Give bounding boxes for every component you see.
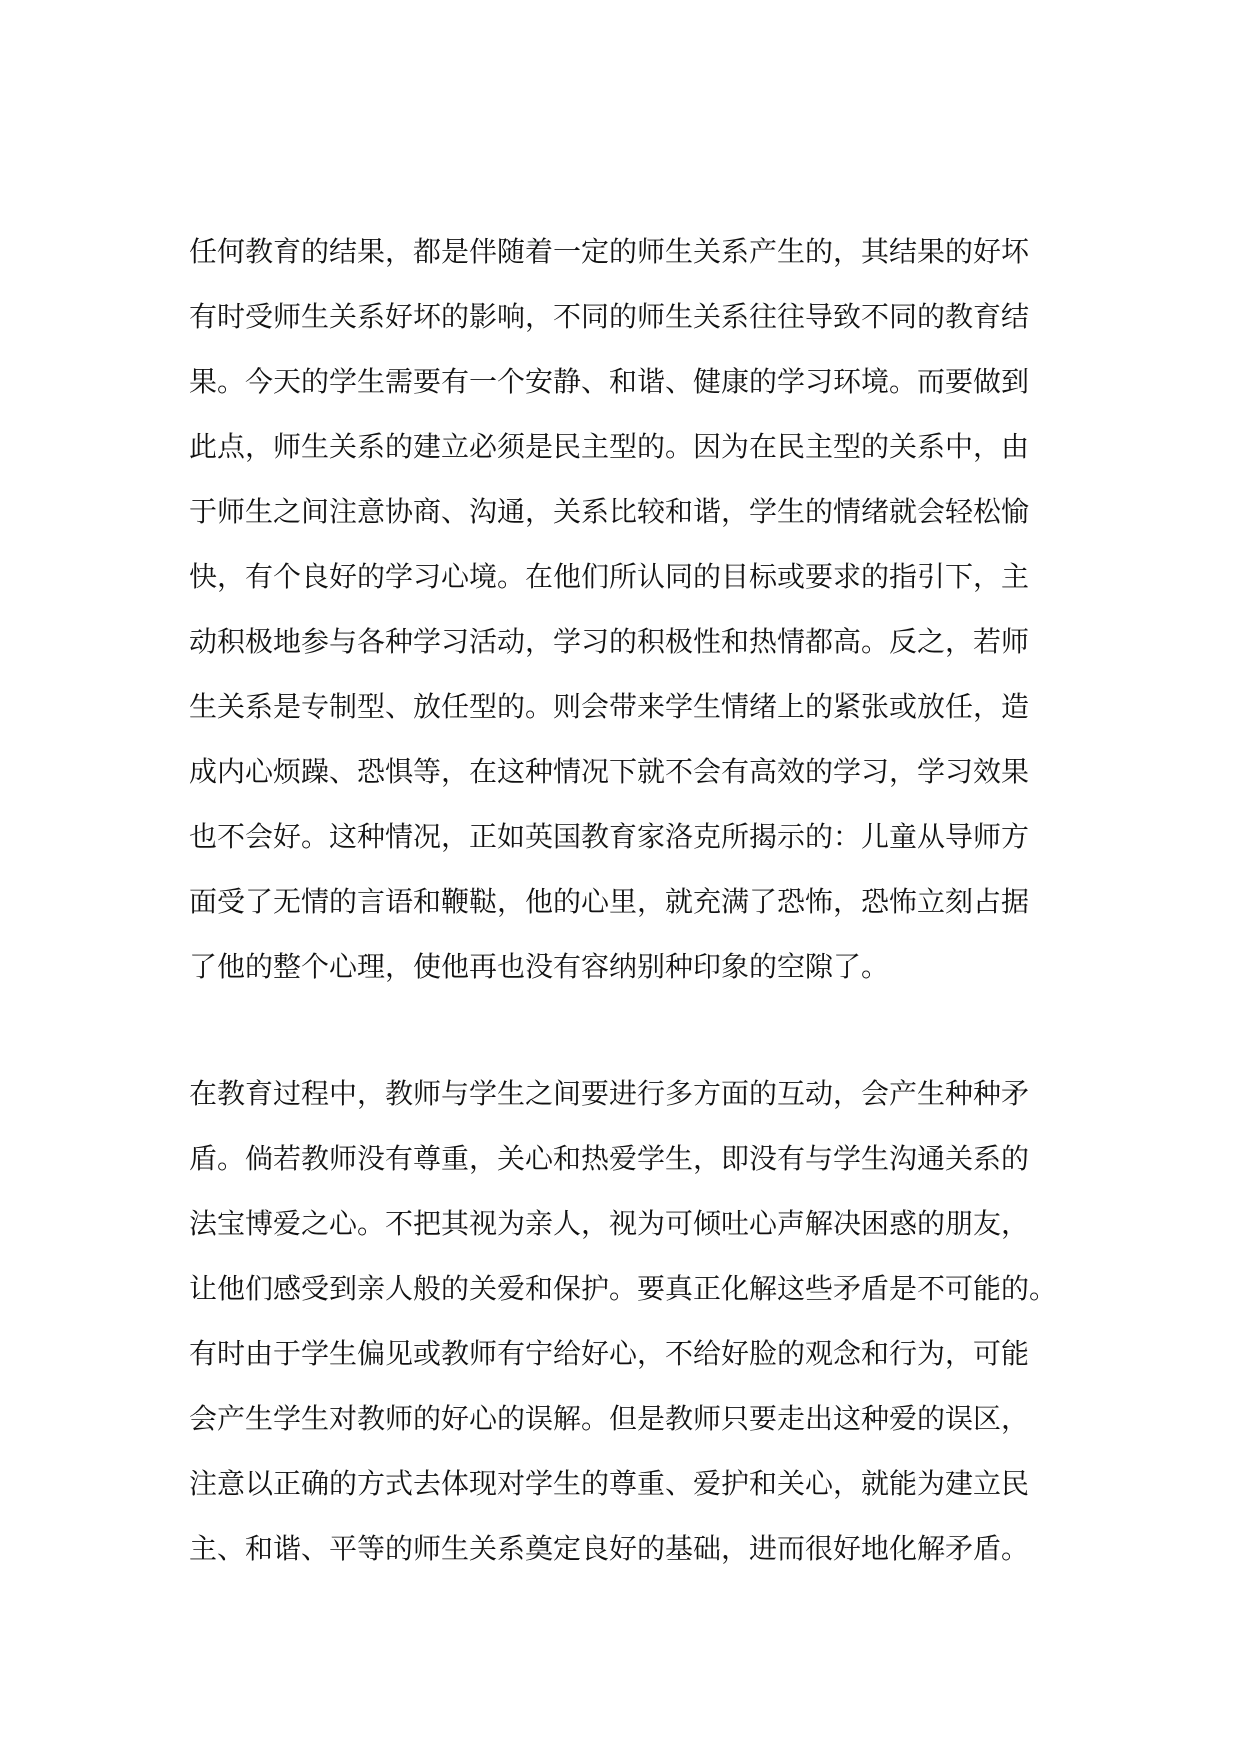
text-line: 主、和谐、平等的师生关系奠定良好的基础，进而很好地化解矛盾。 — [189, 1532, 1030, 1565]
text-line: 面受了无情的言语和鞭鞑，他的心里，就充满了恐怖，恐怖立刻占据 — [189, 885, 1030, 918]
text-line: 有时由于学生偏见或教师有宁给好心，不给好脸的观念和行为，可能 — [189, 1337, 1030, 1370]
text-line: 盾。倘若教师没有尊重，关心和热爱学生，即没有与学生沟通关系的 — [189, 1142, 1030, 1175]
text-line: 成内心烦躁、恐惧等，在这种情况下就不会有高效的学习，学习效果 — [189, 755, 1030, 788]
text-line: 生关系是专制型、放任型的。则会带来学生情绪上的紧张或放任，造 — [189, 690, 1030, 723]
text-line: 法宝博爱之心。不把其视为亲人，视为可倾吐心声解决困惑的朋友， — [189, 1207, 1030, 1240]
text-line: 让他们感受到亲人般的关爱和保护。要真正化解这些矛盾是不可能的。 — [189, 1272, 1058, 1305]
text-line: 在教育过程中，教师与学生之间要进行多方面的互动，会产生种种矛 — [189, 1077, 1030, 1110]
text-line: 也不会好。这种情况，正如英国教育家洛克所揭示的：儿童从导师方 — [189, 820, 1030, 853]
text-line: 快，有个良好的学习心境。在他们所认同的目标或要求的指引下，主 — [189, 560, 1030, 593]
text-line: 有时受师生关系好坏的影响，不同的师生关系往往导致不同的教育结 — [189, 300, 1030, 333]
text-line: 果。今天的学生需要有一个安静、和谐、健康的学习环境。而要做到 — [189, 365, 1030, 398]
text-line: 了他的整个心理，使他再也没有容纳别种印象的空隙了。 — [189, 950, 890, 983]
text-line: 动积极地参与各种学习活动，学习的积极性和热情都高。反之，若师 — [189, 625, 1030, 658]
text-line: 会产生学生对教师的好心的误解。但是教师只要走出这种爱的误区， — [189, 1402, 1030, 1435]
text-line: 注意以正确的方式去体现对学生的尊重、爱护和关心，就能为建立民 — [189, 1467, 1030, 1500]
text-line: 此点，师生关系的建立必须是民主型的。因为在民主型的关系中，由 — [189, 430, 1030, 463]
paragraph-1 — [189, 219, 1089, 999]
paragraph-2 — [189, 1061, 1089, 1581]
text-line: 任何教育的结果，都是伴随着一定的师生关系产生的，其结果的好坏 — [189, 235, 1030, 268]
text-line: 于师生之间注意协商、沟通，关系比较和谐，学生的情绪就会轻松愉 — [189, 495, 1030, 528]
